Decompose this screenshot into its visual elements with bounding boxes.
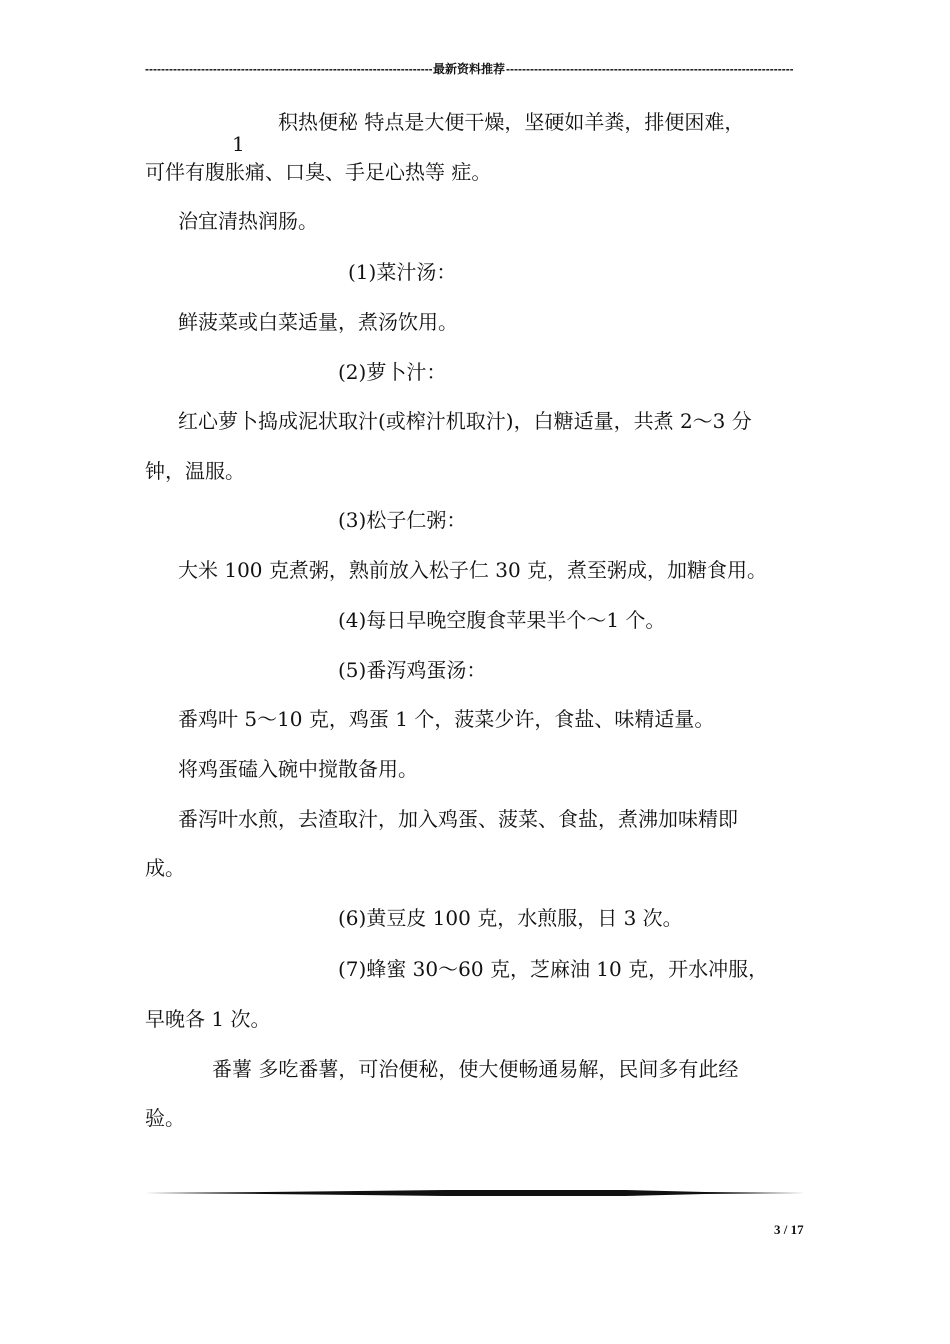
page-number: 3 / 17: [774, 1222, 804, 1237]
recipe-heading-3: (3)松子仁粥：: [338, 508, 467, 532]
recipe-body-5-line4: 成。: [145, 856, 185, 880]
header-dash-left: [145, 62, 432, 76]
recipe-body-5-line1: 番鸡叶 5～10 克，鸡蛋 1 个，菠菜少许，食盐、味精适量。: [178, 707, 715, 731]
recipe-heading-6: (6)黄豆皮 100 克，水煎服，日 3 次。: [338, 906, 683, 930]
footer-rule: [145, 1190, 805, 1196]
recipe-heading-2: (2)萝卜汁：: [338, 360, 447, 384]
footnote-marker: 1: [232, 132, 245, 156]
recipe-body-2-line2: 钟，温服。: [145, 459, 245, 483]
recipe-body-2-line1: 红心萝卜捣成泥状取汁(或榨汁机取汁)，白糖适量，共煮 2～3 分: [178, 409, 752, 433]
header-dash-right: [506, 62, 793, 76]
paragraph-sweet-potato-line1: 番薯 多吃番薯，可治便秘，使大便畅通易解，民间多有此经: [212, 1057, 739, 1081]
recipe-body-3: 大米 100 克煮粥，熟前放入松子仁 30 克，煮至粥成，加糖食用。: [178, 558, 768, 582]
recipe-body-5-line3: 番泻叶水煎，去渣取汁，加入鸡蛋、菠菜、食盐，煮沸加味精即: [178, 807, 738, 831]
paragraph-constipation-heat: 积热便秘 特点是大便干燥，坚硬如羊粪，排便困难，: [278, 110, 745, 134]
paragraph-symptoms: 可伴有腹胀痛、口臭、手足心热等 症。: [145, 160, 492, 184]
header-label: 最新资料推荐: [433, 62, 506, 76]
paragraph-treatment: 治宜清热润肠。: [178, 209, 318, 233]
recipe-heading-4: (4)每日早晚空腹食苹果半个～1 个。: [338, 608, 666, 632]
recipe-body-1: 鲜菠菜或白菜适量，煮汤饮用。: [178, 310, 458, 334]
recipe-heading-5: (5)番泻鸡蛋汤：: [338, 658, 487, 682]
paragraph-sweet-potato-line2: 验。: [145, 1106, 185, 1130]
recipe-heading-1: (1)菜汁汤：: [348, 260, 457, 284]
page-header: [145, 60, 793, 77]
recipe-body-5-line2: 将鸡蛋磕入碗中搅散备用。: [178, 757, 418, 781]
recipe-heading-7: (7)蜂蜜 30～60 克，芝麻油 10 克，开水冲服，: [338, 957, 769, 981]
recipe-body-7: 早晚各 1 次。: [145, 1007, 271, 1031]
